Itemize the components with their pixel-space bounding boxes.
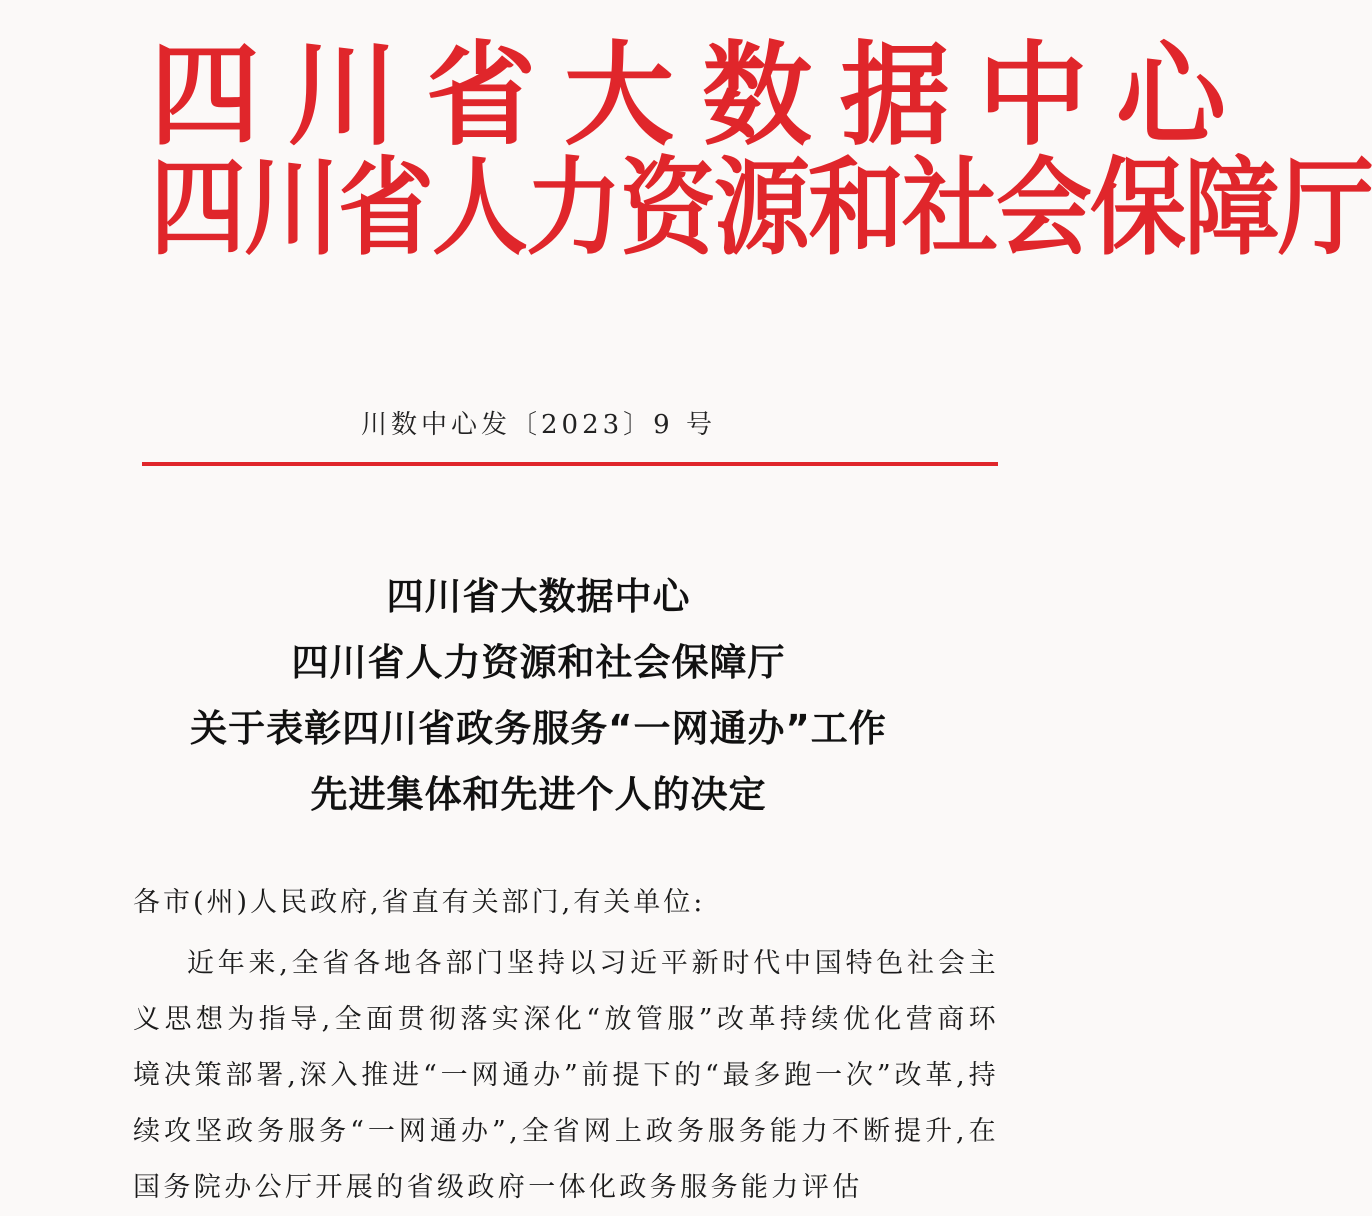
title-line-4: 先进集体和先进个人的决定 (310, 773, 767, 816)
red-divider-line (142, 462, 998, 466)
document-number: 川数中心发〔2023〕9 号 (361, 410, 716, 440)
issuing-org-1: 四川省大数据中心 (150, 29, 1254, 161)
title-line-3: 关于表彰四川省政务服务“一网通办”工作 (190, 707, 887, 750)
salutation: 各市(州)人民政府,省直有关部门,有关单位: (133, 887, 706, 918)
title-line-1: 四川省大数据中心 (386, 575, 691, 618)
title-line-2: 四川省人力资源和社会保障厅 (291, 641, 786, 684)
body-paragraph: 近年来,全省各地各部门坚持以习近平新时代中国特色社会主义思想为指导,全面贯彻落实深化“放管服”改革持续优化营商环境决策部署,深入推进“一网通办”前提下的“最多跑一次”改革,持续攻坚政务服务“一网通办”,全省网上政务服务能力不断提升,在国务院办公厅开展的省级政府一体化政务服务能力评估 (133, 948, 999, 1203)
issuing-org-2: 四川省人力资源和社会保障厅 (150, 146, 1372, 270)
